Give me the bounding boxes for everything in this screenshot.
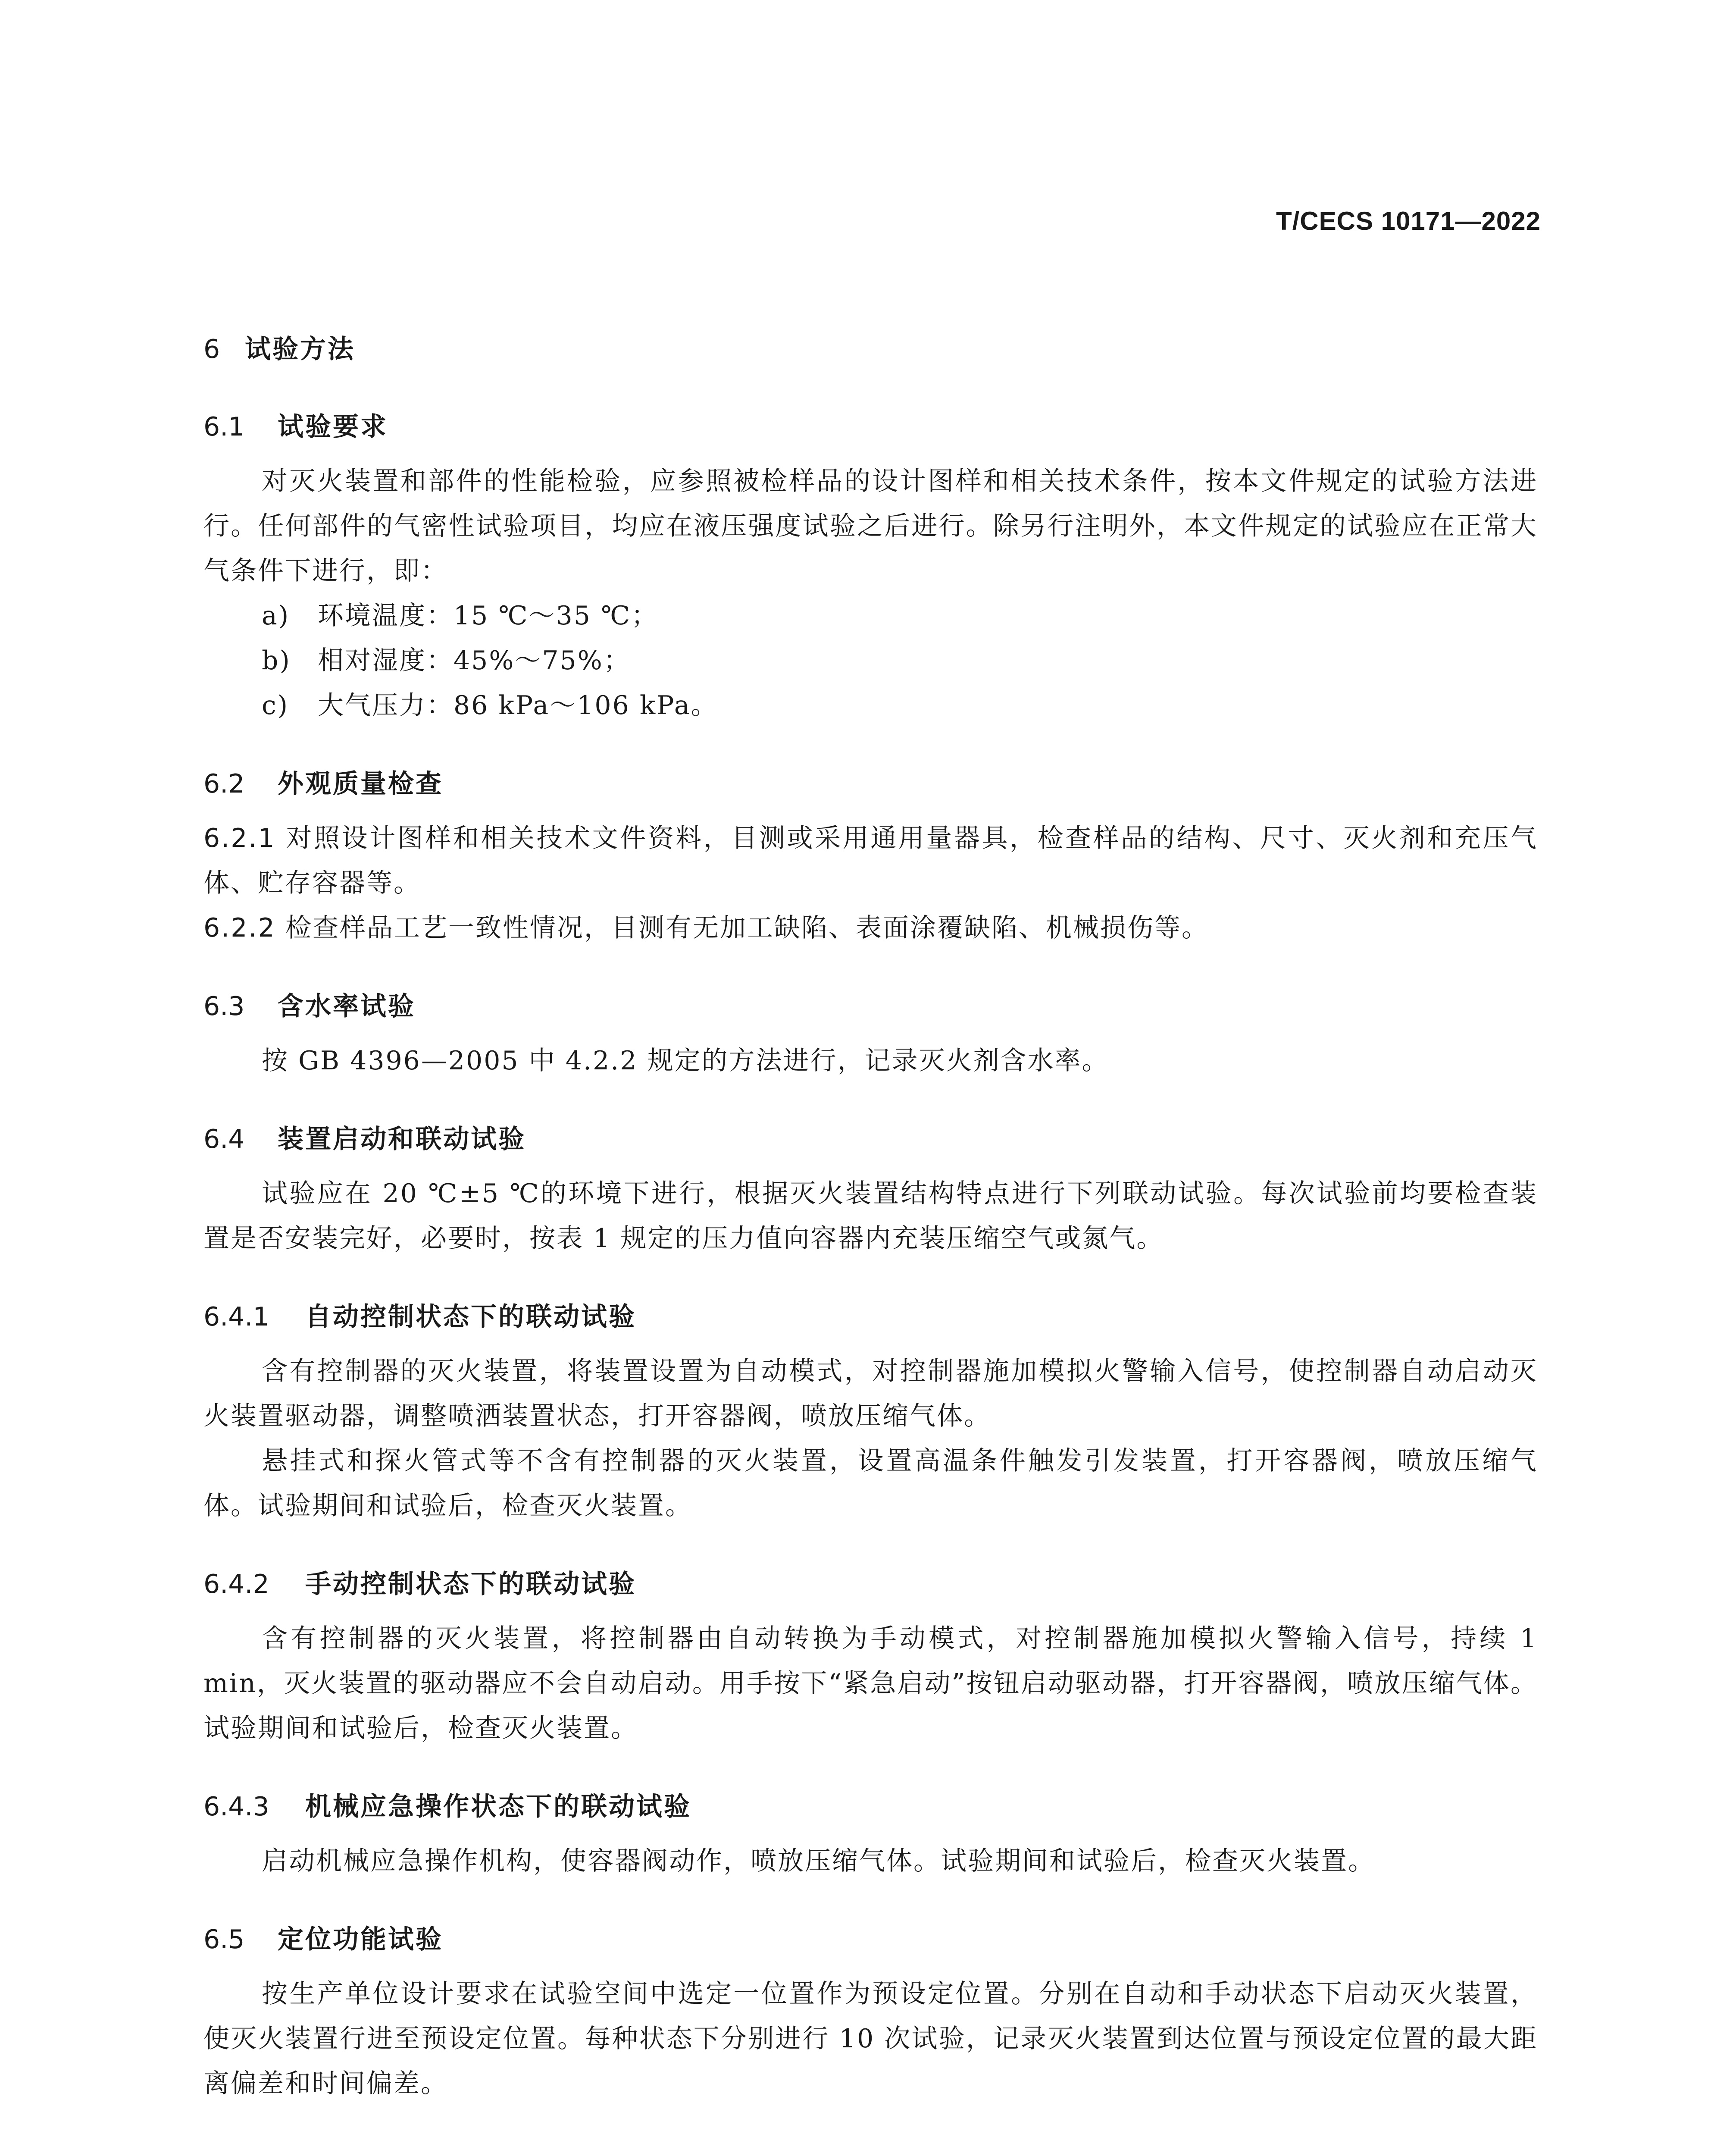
list-marker: c) bbox=[262, 690, 289, 721]
section-title: 试验要求 bbox=[278, 412, 388, 442]
clause-number: 6.2.2 bbox=[203, 913, 276, 943]
section-title: 外观质量检查 bbox=[278, 769, 443, 799]
clause-6-2-2 bbox=[203, 906, 1538, 950]
section-6-4-1-paragraph-2: 悬挂式和探火管式等不含有控制器的灭火装置，设置高温条件触发引发装置，打开容器阀，喷放压缩气体。试验期间和试验后，检查灭火装置。 bbox=[203, 1446, 1538, 1521]
section-title: 装置启动和联动试验 bbox=[278, 1124, 526, 1154]
section-title: 自动控制状态下的联动试验 bbox=[305, 1302, 636, 1332]
section-6-4-3-paragraph: 启动机械应急操作机构，使容器阀动作，喷放压缩气体。试验期间和试验后，检查灭火装置。 bbox=[262, 1846, 1375, 1876]
section-6-1-paragraph: 对灭火装置和部件的性能检验，应参照被检样品的设计图样和相关技术条件，按本文件规定的试验方法进行。任何部件的气密性试验项目，均应在液压强度试验之后进行。除另行注明外，本文件规定的试验应在正常大气条件下进行，即： bbox=[203, 466, 1538, 586]
clause-number: 6.2.1 bbox=[203, 823, 276, 853]
section-6-4-heading bbox=[203, 1118, 1538, 1161]
section-number: 6.5 bbox=[203, 1924, 245, 1955]
section-title: 机械应急操作状态下的联动试验 bbox=[305, 1792, 691, 1822]
clause-6-2-1 bbox=[203, 816, 1538, 906]
list-item-text: 大气压力：86 kPa～106 kPa。 bbox=[318, 690, 718, 721]
list-item-text: 相对湿度：45%～75%； bbox=[318, 646, 631, 676]
section-6-4-3-heading bbox=[203, 1785, 1538, 1828]
section-6-4-paragraph: 试验应在 20 ℃±5 ℃的环境下进行，根据灭火装置结构特点进行下列联动试验。每次试验前均要检查装置是否安装完好，必要时，按表 1 规定的压力值向容器内充装压缩空气或氮气。 bbox=[203, 1178, 1538, 1253]
list-marker: a) bbox=[262, 601, 290, 631]
section-number: 6.4 bbox=[203, 1124, 245, 1154]
clause-text: 检查样品工艺一致性情况，目测有无加工缺陷、表面涂覆缺陷、机械损伤等。 bbox=[285, 913, 1209, 943]
list-item bbox=[203, 638, 1538, 683]
section-6-5-paragraph: 按生产单位设计要求在试验空间中选定一位置作为预设定位置。分别在自动和手动状态下启动灭火装置，使灭火装置行进至预设定位置。每种状态下分别进行 10 次试验，记录灭火装置到达位置与预设定位置的最大距离偏差和时间偏差。 bbox=[203, 1979, 1538, 2099]
list-item-text: 环境温度：15 ℃～35 ℃； bbox=[318, 601, 659, 631]
section-number: 6.4.1 bbox=[203, 1302, 269, 1332]
section-6-3-paragraph: 按 GB 4396—2005 中 4.2.2 规定的方法进行，记录灭火剂含水率。 bbox=[262, 1046, 1109, 1076]
section-6-heading bbox=[203, 328, 1538, 371]
section-number: 6.2 bbox=[203, 769, 245, 799]
section-title: 含水率试验 bbox=[278, 991, 416, 1022]
list-item bbox=[203, 683, 1538, 728]
document-body bbox=[203, 328, 1538, 2106]
section-6-3-heading bbox=[203, 985, 1538, 1028]
section-6-4-1-heading bbox=[203, 1295, 1538, 1338]
section-6-2-heading bbox=[203, 762, 1538, 805]
section-number: 6.3 bbox=[203, 991, 245, 1022]
section-title: 手动控制状态下的联动试验 bbox=[305, 1569, 636, 1599]
section-6-4-2-heading bbox=[203, 1563, 1538, 1606]
section-6-4-1-paragraph-1: 含有控制器的灭火装置，将装置设置为自动模式，对控制器施加模拟火警输入信号，使控制器自动启动灭火装置驱动器，调整喷洒装置状态，打开容器阀，喷放压缩气体。 bbox=[203, 1356, 1538, 1431]
section-number: 6.4.3 bbox=[203, 1792, 269, 1822]
list-marker: b) bbox=[262, 646, 291, 676]
section-6-5-heading bbox=[203, 1918, 1538, 1961]
section-title: 定位功能试验 bbox=[278, 1924, 443, 1955]
list-item bbox=[203, 593, 1538, 638]
section-title: 试验方法 bbox=[245, 334, 355, 364]
section-number: 6.1 bbox=[203, 412, 245, 442]
section-6-4-2-paragraph: 含有控制器的灭火装置，将控制器由自动转换为手动模式，对控制器施加模拟火警输入信号，持续 1 min，灭火装置的驱动器应不会自动启动。用手按下“紧急启动”按钮启动驱动器，打开容器阀，喷放压缩气体。试验期间和试验后，检查灭火装置。 bbox=[203, 1623, 1538, 1743]
section-number: 6 bbox=[203, 334, 220, 364]
section-number: 6.4.2 bbox=[203, 1569, 269, 1599]
section-6-1-heading bbox=[203, 405, 1538, 448]
standard-code: T/CECS 10171—2022 bbox=[1276, 207, 1541, 235]
clause-text: 对照设计图样和相关技术文件资料，目测或采用通用量器具，检查样品的结构、尺寸、灭火剂和充压气体、贮存容器等。 bbox=[203, 823, 1538, 898]
